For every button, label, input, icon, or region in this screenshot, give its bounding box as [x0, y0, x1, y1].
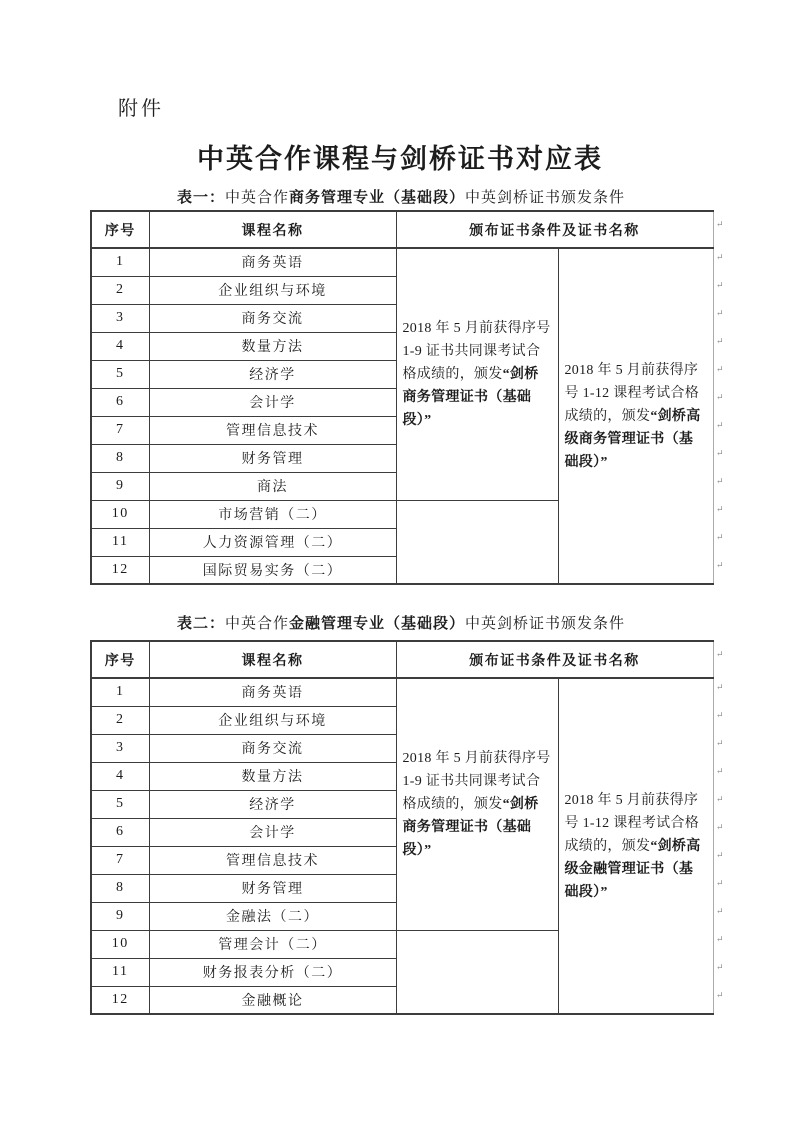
- attachment-label: 附件: [118, 98, 164, 120]
- certificate-name: “剑桥高级商务管理证书（基础段）”: [564, 408, 701, 470]
- certificate-name: “剑桥商务管理证书（基础段）”: [402, 366, 539, 428]
- course-name: 财务管理: [149, 444, 396, 472]
- course-index: 7: [91, 416, 149, 444]
- certificate-name: “剑桥商务管理证书（基础段）”: [402, 796, 539, 858]
- course-index: 1: [91, 678, 149, 706]
- course-index: 2: [91, 276, 149, 304]
- course-name: 企业组织与环境: [149, 276, 396, 304]
- course-index: 6: [91, 818, 149, 846]
- course-name: 经济学: [149, 790, 396, 818]
- row-end-mark-icon: ↵: [716, 336, 724, 346]
- table-body: [91, 248, 713, 584]
- row-end-mark-icon: ↵: [716, 766, 724, 776]
- course-index: 9: [91, 902, 149, 930]
- condition-basic-cell: [396, 678, 558, 930]
- course-index: 8: [91, 874, 149, 902]
- page-title: 中英合作课程与剑桥证书对应表: [197, 144, 603, 174]
- empty-cell: [396, 500, 558, 584]
- row-end-mark-icon: ↵: [716, 280, 724, 290]
- condition-advanced-cell: [558, 248, 713, 584]
- row-end-mark-icon: ↵: [716, 962, 724, 972]
- course-name: 会计学: [149, 818, 396, 846]
- course-name: 企业组织与环境: [149, 706, 396, 734]
- row-end-mark-icon: ↵: [716, 738, 724, 748]
- row-end-mark-icon: ↵: [716, 476, 724, 486]
- table-header-row: [91, 211, 713, 248]
- row-end-mark-icon: ↵: [716, 532, 724, 542]
- row-end-mark-icon: ↵: [716, 420, 724, 430]
- table-two-section: [90, 612, 740, 1015]
- course-name: 数量方法: [149, 762, 396, 790]
- course-name: 会计学: [149, 388, 396, 416]
- course-index: 5: [91, 360, 149, 388]
- row-end-mark-icon: ↵: [716, 794, 724, 804]
- course-certificate-table: [90, 210, 714, 585]
- course-index: 6: [91, 388, 149, 416]
- caption-segment: 中英剑桥证书颁发条件: [465, 616, 626, 632]
- course-name: 人力资源管理（二）: [149, 528, 396, 556]
- condition-advanced-cell: [558, 678, 713, 1014]
- course-name: 商务英语: [149, 678, 396, 706]
- course-index: 1: [91, 248, 149, 276]
- condition-text: 2018 年 5 月前获得序号 1-9 证书共同课考试合格成绩的，颁发: [402, 320, 551, 382]
- header-course: 课程名称: [149, 641, 396, 678]
- course-name: 管理信息技术: [149, 846, 396, 874]
- course-name: 金融概论: [149, 986, 396, 1014]
- row-end-mark-icon: ↵: [716, 252, 724, 262]
- caption-segment: 中英合作: [224, 190, 289, 206]
- table-header-row: [91, 641, 713, 678]
- condition-text: 2018 年 5 月前获得序号 1-9 证书共同课考试合格成绩的，颁发: [402, 750, 551, 812]
- course-name: 市场营销（二）: [149, 500, 396, 528]
- course-index: 4: [91, 332, 149, 360]
- certificate-name: “剑桥高级金融管理证书（基础段）”: [564, 838, 701, 900]
- caption-segment: 中英合作: [224, 616, 289, 632]
- course-certificate-table: [90, 640, 714, 1015]
- course-index: 3: [91, 734, 149, 762]
- course-index: 9: [91, 472, 149, 500]
- row-end-mark-icon: ↵: [716, 560, 724, 570]
- course-name: 管理会计（二）: [149, 930, 396, 958]
- table-header: [91, 641, 713, 678]
- course-name: 财务管理: [149, 874, 396, 902]
- course-index: 4: [91, 762, 149, 790]
- table-caption: [90, 186, 712, 210]
- course-index: 2: [91, 706, 149, 734]
- condition-text: 2018 年 5 月前获得序号 1-12 课程考试合格成绩的，颁发: [564, 792, 700, 854]
- course-name: 商务交流: [149, 734, 396, 762]
- row-end-mark-icon: ↵: [716, 392, 724, 402]
- course-name: 管理信息技术: [149, 416, 396, 444]
- course-index: 11: [91, 958, 149, 986]
- row-end-mark-icon: ↵: [716, 850, 724, 860]
- table-one-section: [90, 186, 740, 585]
- table-body: [91, 678, 713, 1014]
- row-end-mark-icon: ↵: [716, 934, 724, 944]
- empty-cell: [396, 930, 558, 1014]
- row-end-mark-icon: ↵: [716, 364, 724, 374]
- header-course: 课程名称: [149, 211, 396, 248]
- course-index: 7: [91, 846, 149, 874]
- course-index: 12: [91, 556, 149, 584]
- course-index: 3: [91, 304, 149, 332]
- course-index: 12: [91, 986, 149, 1014]
- table-row: [91, 248, 713, 276]
- course-name: 商务英语: [149, 248, 396, 276]
- condition-text: 2018 年 5 月前获得序号 1-12 课程考试合格成绩的，颁发: [564, 362, 700, 424]
- row-end-mark-icon: ↵: [716, 710, 724, 720]
- course-index: 5: [91, 790, 149, 818]
- course-index: 10: [91, 500, 149, 528]
- table-caption: [90, 612, 712, 640]
- row-end-mark-icon: ↵: [716, 219, 724, 229]
- caption-segment: 金融管理专业（基础段）: [289, 616, 466, 632]
- header-certificate: 颁布证书条件及证书名称: [396, 211, 713, 248]
- row-end-mark-icon: ↵: [716, 990, 724, 1000]
- course-name: 金融法（二）: [149, 902, 396, 930]
- table-header: [91, 211, 713, 248]
- row-end-mark-icon: ↵: [716, 822, 724, 832]
- course-name: 财务报表分析（二）: [149, 958, 396, 986]
- row-end-mark-icon: ↵: [716, 682, 724, 692]
- row-end-mark-icon: ↵: [716, 448, 724, 458]
- caption-segment: 中英剑桥证书颁发条件: [465, 190, 626, 206]
- row-end-mark-icon: ↵: [716, 878, 724, 888]
- header-index: 序号: [91, 641, 149, 678]
- header-index: 序号: [91, 211, 149, 248]
- caption-segment: 商务管理专业（基础段）: [289, 190, 466, 206]
- course-name: 商法: [149, 472, 396, 500]
- course-name: 商务交流: [149, 304, 396, 332]
- course-name: 数量方法: [149, 332, 396, 360]
- caption-segment: 表一：: [176, 190, 225, 206]
- row-end-mark-icon: ↵: [716, 649, 724, 659]
- course-index: 8: [91, 444, 149, 472]
- row-end-mark-icon: ↵: [716, 308, 724, 318]
- row-end-mark-icon: ↵: [716, 504, 724, 514]
- row-end-mark-icon: ↵: [716, 906, 724, 916]
- course-index: 11: [91, 528, 149, 556]
- header-certificate: 颁布证书条件及证书名称: [396, 641, 713, 678]
- course-name: 经济学: [149, 360, 396, 388]
- course-name: 国际贸易实务（二）: [149, 556, 396, 584]
- course-index: 10: [91, 930, 149, 958]
- caption-segment: 表二：: [176, 616, 225, 632]
- table-row: [91, 678, 713, 706]
- condition-basic-cell: [396, 248, 558, 500]
